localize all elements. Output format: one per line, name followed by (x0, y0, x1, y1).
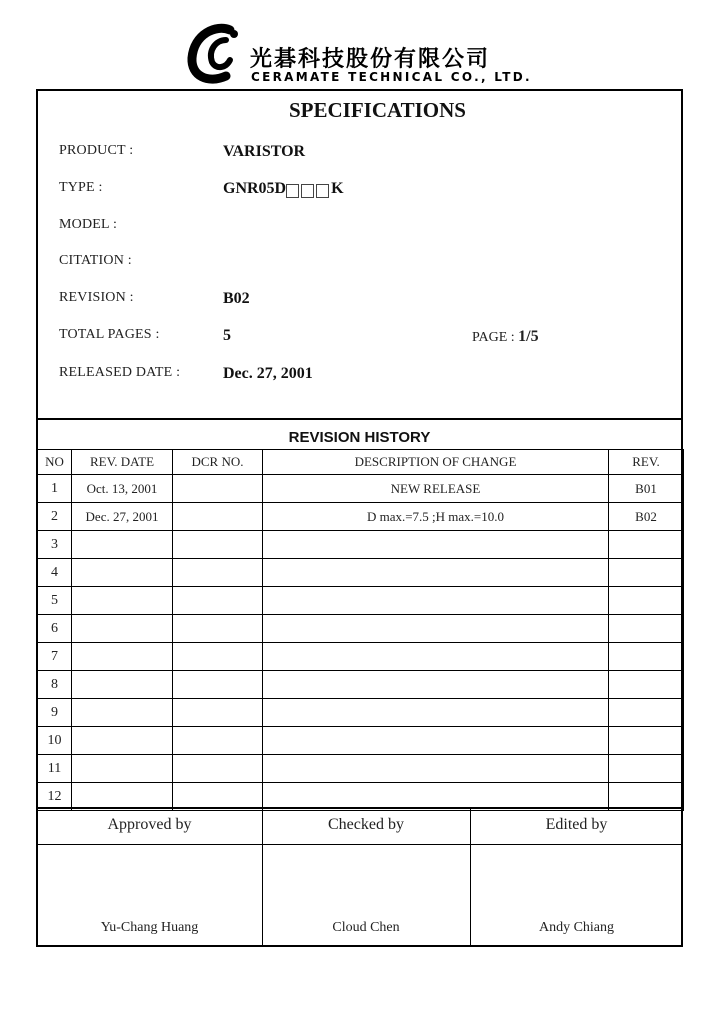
row-rev-cell (609, 699, 684, 727)
row-no-cell: 7 (38, 643, 72, 671)
revision-label: REVISION : (59, 290, 134, 305)
row-no-cell: 10 (38, 727, 72, 755)
row-desc-cell: D max.=7.5 ;H max.=10.0 (263, 503, 609, 531)
row-date-cell (72, 727, 173, 755)
approved-by-label: Approved by (107, 816, 192, 833)
row-dcr-cell (173, 699, 263, 727)
row-desc-cell (263, 559, 609, 587)
row-date-cell (72, 671, 173, 699)
row-desc-cell (263, 643, 609, 671)
row-no-cell: 9 (38, 699, 72, 727)
total-pages-label: TOTAL PAGES : (59, 327, 160, 342)
table-row (38, 531, 684, 559)
row-dcr-cell (173, 643, 263, 671)
row-date-cell: Oct. 13, 2001 (72, 475, 173, 503)
row-date-cell (72, 559, 173, 587)
row-rev-cell (609, 727, 684, 755)
row-date-cell (72, 699, 173, 727)
table-row (38, 643, 684, 671)
row-dcr-cell (173, 559, 263, 587)
row-desc-cell (263, 671, 609, 699)
revision-value: B02 (223, 290, 250, 307)
row-dcr-cell (173, 587, 263, 615)
table-header-row (38, 450, 684, 475)
checked-by-label: Checked by (328, 816, 404, 833)
table-row (38, 615, 684, 643)
approval-header-divider (37, 844, 683, 845)
edited-by-label: Edited by (545, 816, 608, 833)
row-dcr-cell (173, 727, 263, 755)
table-row (38, 559, 684, 587)
row-rev-cell (609, 615, 684, 643)
row-date-cell (72, 531, 173, 559)
spec-title: SPECIFICATIONS (289, 98, 466, 122)
company-logo-icon (186, 18, 248, 90)
product-label: PRODUCT : (59, 143, 134, 158)
col-rev-header: REV. (609, 450, 684, 475)
approver-name: Yu-Chang Huang (100, 920, 199, 935)
type-label: TYPE : (59, 180, 103, 195)
row-dcr-cell (173, 475, 263, 503)
type-suffix: K (331, 180, 344, 197)
type-value (223, 180, 344, 200)
table-row (38, 699, 684, 727)
model-label: MODEL : (59, 217, 118, 232)
citation-label: CITATION : (59, 253, 132, 268)
revision-history-table (37, 449, 684, 811)
row-date-cell (72, 587, 173, 615)
row-no-cell: 1 (38, 475, 72, 503)
row-no-cell: 6 (38, 615, 72, 643)
row-no-cell: 12 (38, 783, 72, 811)
row-no-cell: 5 (38, 587, 72, 615)
table-row (38, 503, 684, 531)
table-row (38, 671, 684, 699)
row-date-cell (72, 643, 173, 671)
col-description-header: DESCRIPTION OF CHANGE (263, 450, 609, 475)
released-date-label: RELEASED DATE : (59, 365, 181, 380)
row-no-cell: 2 (38, 503, 72, 531)
product-value: VARISTOR (223, 143, 306, 160)
row-rev-cell (609, 587, 684, 615)
row-desc-cell (263, 727, 609, 755)
row-dcr-cell (173, 503, 263, 531)
row-no-cell: 3 (38, 531, 72, 559)
row-desc-cell (263, 531, 609, 559)
col-no-header: NO (38, 450, 72, 475)
section-divider (37, 418, 683, 420)
page-indicator (472, 328, 539, 346)
row-rev-cell: B01 (609, 475, 684, 503)
row-date-cell (72, 615, 173, 643)
row-desc-cell (263, 699, 609, 727)
row-desc-cell (263, 755, 609, 783)
row-desc-cell (263, 587, 609, 615)
row-rev-cell (609, 531, 684, 559)
row-date-cell (72, 755, 173, 783)
checker-name: Cloud Chen (332, 920, 400, 935)
page-label: PAGE : (472, 330, 515, 345)
row-no-cell: 8 (38, 671, 72, 699)
row-dcr-cell (173, 531, 263, 559)
table-row (38, 475, 684, 503)
company-name-chinese: 光碁科技股份有限公司 (250, 47, 491, 72)
row-no-cell: 4 (38, 559, 72, 587)
row-dcr-cell (173, 615, 263, 643)
row-rev-cell (609, 559, 684, 587)
col-dcr-header: DCR NO. (173, 450, 263, 475)
editor-name: Andy Chiang (538, 920, 615, 935)
total-pages-value: 5 (223, 327, 231, 344)
row-rev-cell (609, 755, 684, 783)
table-row (38, 755, 684, 783)
row-desc-cell (263, 615, 609, 643)
row-no-cell: 11 (38, 755, 72, 783)
row-desc-cell: NEW RELEASE (263, 475, 609, 503)
row-rev-cell (609, 643, 684, 671)
approval-section (37, 808, 683, 947)
row-date-cell: Dec. 27, 2001 (72, 503, 173, 531)
type-prefix: GNR05D (223, 180, 287, 197)
col-rev-date-header: REV. DATE (72, 450, 173, 475)
revision-history-title: REVISION HISTORY (288, 429, 431, 446)
row-dcr-cell (173, 755, 263, 783)
approval-top-border (37, 807, 683, 809)
type-blank-boxes (286, 182, 331, 200)
company-name-english: CERAMATE TECHNICAL CO., LTD. (251, 70, 532, 84)
released-date-value: Dec. 27, 2001 (223, 365, 313, 382)
row-dcr-cell (173, 671, 263, 699)
row-rev-cell: B02 (609, 503, 684, 531)
table-row (38, 587, 684, 615)
table-row (38, 727, 684, 755)
page-value: 1/5 (518, 328, 539, 345)
row-rev-cell (609, 671, 684, 699)
